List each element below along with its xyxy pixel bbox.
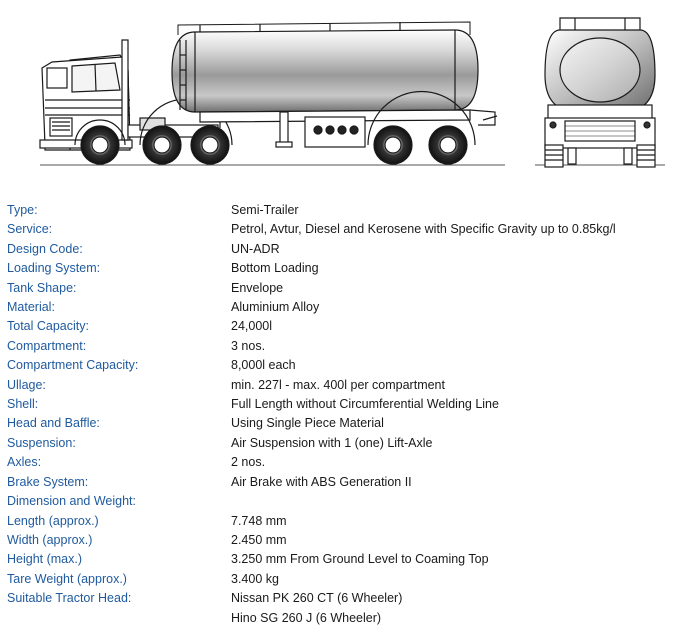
spec-value: 24,000l bbox=[231, 317, 697, 336]
spec-label: Material: bbox=[0, 298, 231, 317]
spec-value: 2.450 mm bbox=[231, 531, 697, 550]
spec-label: Loading System: bbox=[0, 259, 231, 278]
spec-row bbox=[0, 240, 697, 259]
spec-row bbox=[0, 259, 697, 278]
spec-value: Aluminium Alloy bbox=[231, 298, 697, 317]
spec-value: Semi-Trailer bbox=[231, 201, 697, 220]
spec-label bbox=[0, 609, 231, 628]
spec-label: Axles: bbox=[0, 453, 231, 472]
spec-label: Dimension and Weight: bbox=[0, 492, 231, 511]
spec-row bbox=[0, 317, 697, 336]
specification-table bbox=[0, 201, 697, 628]
spec-value: UN-ADR bbox=[231, 240, 697, 259]
spec-row bbox=[0, 279, 697, 298]
spec-value: Petrol, Avtur, Diesel and Kerosene with Specific Gravity up to 0.85kg/l bbox=[231, 220, 697, 239]
spec-value bbox=[231, 492, 697, 511]
spec-label: Design Code: bbox=[0, 240, 231, 259]
spec-label: Brake System: bbox=[0, 473, 231, 492]
spec-row bbox=[0, 531, 697, 550]
side-view bbox=[40, 22, 505, 165]
spec-value: 3 nos. bbox=[231, 337, 697, 356]
spec-value: Envelope bbox=[231, 279, 697, 298]
spec-row bbox=[0, 376, 697, 395]
spec-value: Bottom Loading bbox=[231, 259, 697, 278]
spec-value: Hino SG 260 J (6 Wheeler) bbox=[231, 609, 697, 628]
spec-label: Shell: bbox=[0, 395, 231, 414]
spec-value: 3.400 kg bbox=[231, 570, 697, 589]
spec-value: 8,000l each bbox=[231, 356, 697, 375]
rear-view bbox=[535, 18, 665, 167]
spec-label: Head and Baffle: bbox=[0, 414, 231, 433]
spec-row bbox=[0, 201, 697, 220]
spec-row bbox=[0, 473, 697, 492]
spec-label: Ullage: bbox=[0, 376, 231, 395]
spec-label: Type: bbox=[0, 201, 231, 220]
spec-row bbox=[0, 570, 697, 589]
spec-row bbox=[0, 550, 697, 569]
spec-label: Tank Shape: bbox=[0, 279, 231, 298]
spec-value: 7.748 mm bbox=[231, 512, 697, 531]
spec-value: 3.250 mm From Ground Level to Coaming Top bbox=[231, 550, 697, 569]
spec-row bbox=[0, 434, 697, 453]
spec-label: Total Capacity: bbox=[0, 317, 231, 336]
tanker-illustration bbox=[0, 0, 697, 195]
spec-label: Suitable Tractor Head: bbox=[0, 589, 231, 608]
spec-value: 2 nos. bbox=[231, 453, 697, 472]
spec-row bbox=[0, 414, 697, 433]
spec-row bbox=[0, 395, 697, 414]
spec-row bbox=[0, 337, 697, 356]
spec-row bbox=[0, 492, 697, 511]
spec-label: Tare Weight (approx.) bbox=[0, 570, 231, 589]
spec-value: Nissan PK 260 CT (6 Wheeler) bbox=[231, 589, 697, 608]
spec-row bbox=[0, 512, 697, 531]
spec-row bbox=[0, 298, 697, 317]
spec-row bbox=[0, 220, 697, 239]
spec-value: Air Suspension with 1 (one) Lift-Axle bbox=[231, 434, 697, 453]
spec-label: Length (approx.) bbox=[0, 512, 231, 531]
spec-value: Air Brake with ABS Generation II bbox=[231, 473, 697, 492]
spec-label: Compartment Capacity: bbox=[0, 356, 231, 375]
spec-label: Height (max.) bbox=[0, 550, 231, 569]
spec-value: min. 227l - max. 400l per compartment bbox=[231, 376, 697, 395]
spec-row bbox=[0, 609, 697, 628]
spec-label: Compartment: bbox=[0, 337, 231, 356]
spec-row bbox=[0, 589, 697, 608]
spec-label: Service: bbox=[0, 220, 231, 239]
spec-label: Suspension: bbox=[0, 434, 231, 453]
spec-value: Using Single Piece Material bbox=[231, 414, 697, 433]
spec-label: Width (approx.) bbox=[0, 531, 231, 550]
tanker-drawing bbox=[0, 0, 697, 195]
spec-row bbox=[0, 453, 697, 472]
specification-rows bbox=[0, 201, 697, 628]
spec-value: Full Length without Circumferential Welding Line bbox=[231, 395, 697, 414]
spec-row bbox=[0, 356, 697, 375]
